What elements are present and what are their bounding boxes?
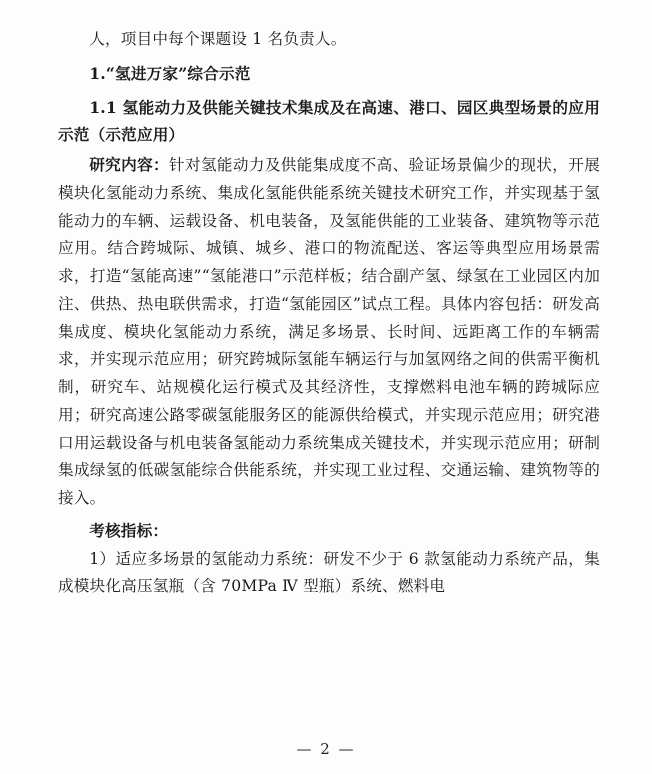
paragraph-research-content <box>58 151 600 513</box>
page-number: — 2 — <box>296 740 356 758</box>
paragraph-assessment-item-1: 1）适应多场景的氢能动力系统：研发不少于 6 款氢能动力系统产品，集成模块化高压氢瓶（含 70MPa Ⅳ 型瓶）系统、燃料电 <box>58 549 600 596</box>
heading-section-1-1: 1.1 氢能动力及供能关键技术集成及在高速、港口、园区典型场景的应用示范（示范应用） <box>58 97 600 145</box>
research-content-label: 研究内容： <box>89 155 170 174</box>
label-assessment-indicators: 考核指标： <box>89 520 169 540</box>
document-body <box>58 26 600 601</box>
paragraph-continued: 人，项目中每个课题设 1 名负责人。 <box>89 30 347 48</box>
heading-section-1: 1.“氢进万家”综合示范 <box>89 63 251 83</box>
research-content-text: 针对氢能动力及供能集成度不高、验证场景偏少的现状，开展模块化氢能动力系统、集成化氢能供能系统关键技术研究工作，并实现基于氢能动力的车辆、运载设备、机电装备，及氢能供能的工业装备、建筑物等示范应用。结合跨城际、城镇、城乡、港口的物流配送、客运等典型应用场景需求，打造“氢能高速”“氢能港口”示范样板；结合副产氢、绿氢在工业园区内加注、供热、热电联供需求，打造“氢能园区”试点工程。具体内容包括：研发高集成度、模块化氢能动力系统，满足多场景、长时间、远距离工作的车辆需求，并实现示范应用；研究跨城际氢能车辆运行与加氢网络之间的供需平衡机制，研究车、站规模化运行模式及其经济性，支撑燃料电池车辆的跨城际应用；研究高速公路零碳氢能服务区的能源供给模式，并实现示范应用；研究港口用运载设备与机电装备氢能动力系统集成关键技术，并实现示范应用；研制集成绿氢的低碳氢能综合供能系统，并实现工业过程、交通运输、建筑物等的接入。 <box>58 156 600 507</box>
